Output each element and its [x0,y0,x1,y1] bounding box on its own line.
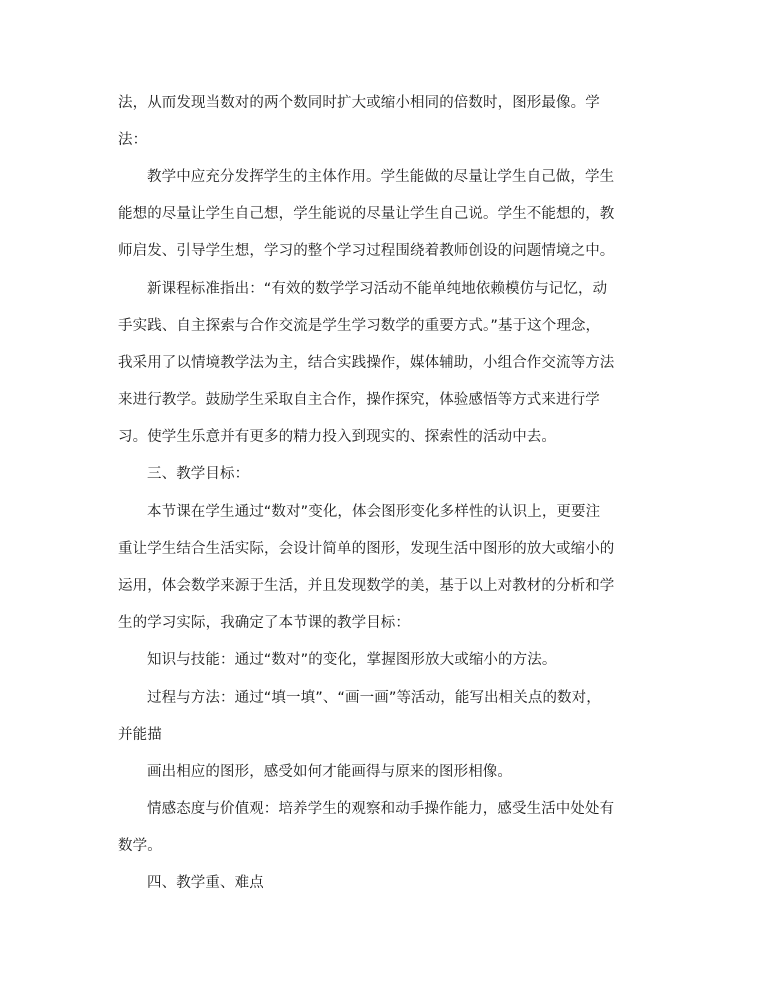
text-line: 重让学生结合生活实际，会设计简单的图形，发现生活中图形的放大或缩小的 [118,541,615,557]
text-line: 习。使学生乐意并有更多的精力投入到现实的、探索性的活动中去。 [118,429,556,445]
paragraph-line: 新课程标准指出：“有效的数学学习活动不能单纯地依赖模仿与记忆，动 [147,281,608,297]
text-line: 来进行教学。鼓励学生采取自主合作，操作探究，体验感悟等方式来进行学 [118,392,600,408]
paragraph-line: 过程与方法：通过“填一填”、“画一画”等活动，能写出相关点的数对， [147,690,601,706]
text-line: 师启发、引导学生想，学习的整个学习过程围绕着教师创设的问题情境之中。 [118,243,615,259]
text-line: 我采用了以情境教学法为主，结合实践操作，媒体辅助，小组合作交流等方法 [118,355,615,371]
paragraph-line: 教学中应充分发挥学生的主体作用。学生能做的尽量让学生自己做，学生 [147,169,615,185]
section-heading: 三、教学目标： [147,466,250,482]
paragraph-line: 本节课在学生通过“数对”变化，体会图形变化多样性的认识上，更要注 [147,504,601,520]
text-line: 能想的尽量让学生自己想，学生能说的尽量让学生自己说。学生不能想的，教 [118,206,615,222]
text-line: 并能描 [118,727,162,743]
paragraph-line: 画出相应的图形，感受如何才能画得与原来的图形相像。 [147,764,512,780]
text-line: 数学。 [118,838,162,854]
text-line: 法，从而发现当数对的两个数同时扩大或缩小相同的倍数时，图形最像。学 [118,95,600,111]
section-heading: 四、教学重、难点 [147,875,264,891]
text-line: 手实践、自主探索与合作交流是学生学习数学的重要方式。”基于这个理念， [118,318,601,334]
paragraph-line: 情感态度与价值观：培养学生的观察和动手操作能力，感受生活中处处有 [147,801,615,817]
text-line: 法： [118,132,148,148]
text-line: 运用，体会数学来源于生活，并且发现数学的美，基于以上对教材的分析和学 [118,578,615,594]
text-line: 生的学习实际，我确定了本节课的教学目标： [118,615,410,631]
paragraph-line: 知识与技能：通过“数对”的变化，掌握图形放大或缩小的方法。 [147,652,557,668]
